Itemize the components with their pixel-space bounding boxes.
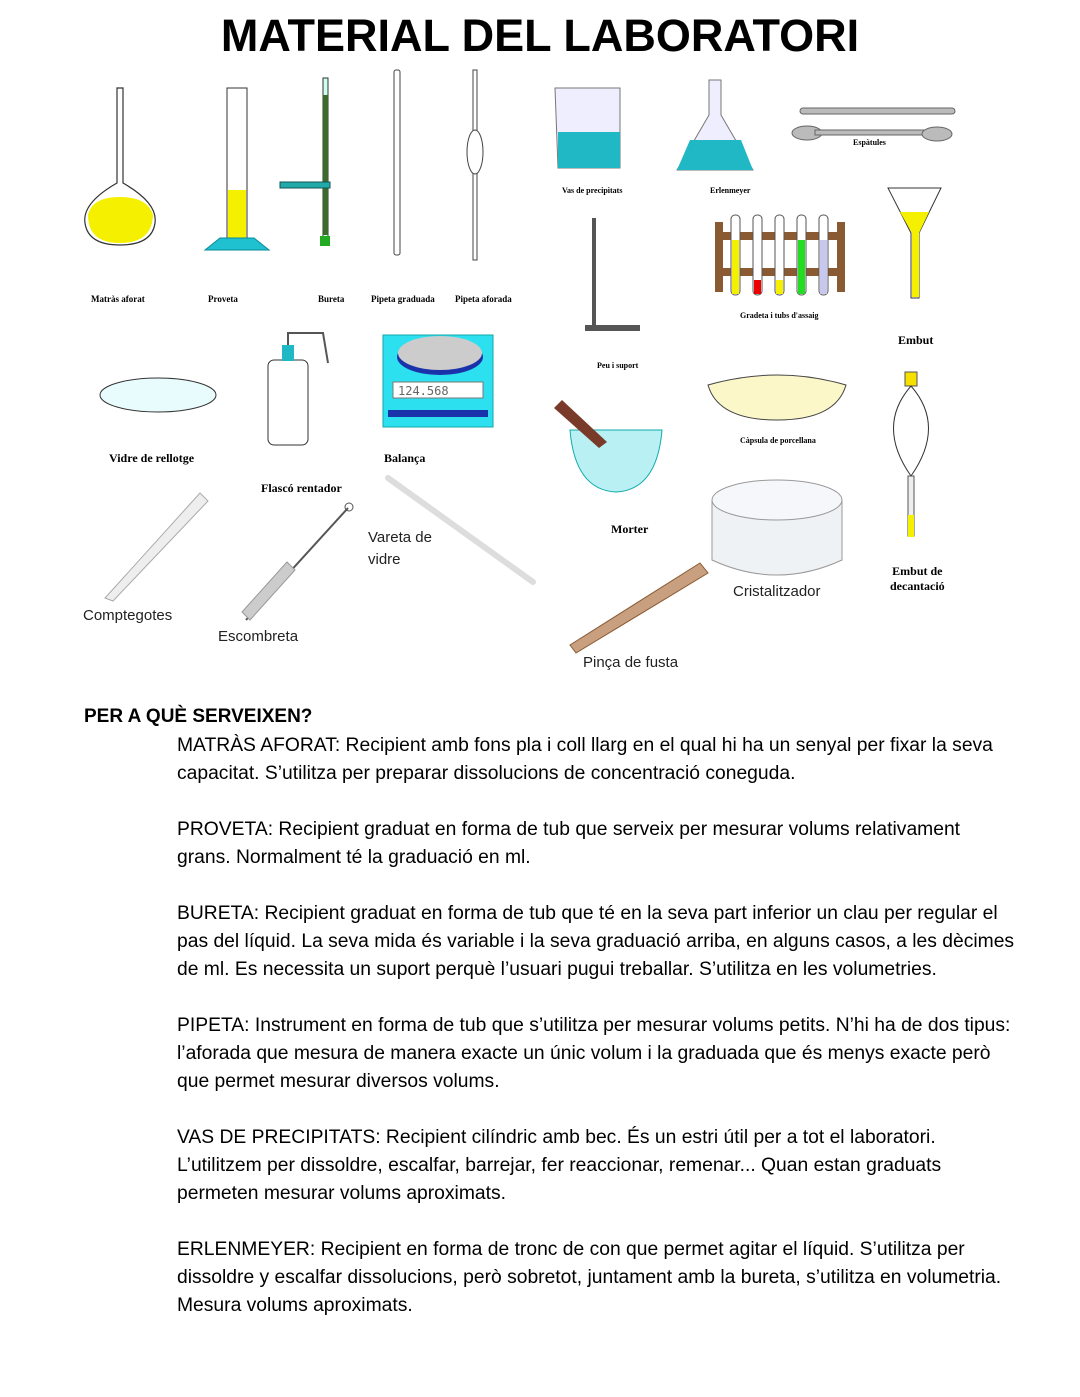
label-flasco-rentador: Flascó rentador [261,481,342,495]
erlenmeyer-image [677,80,753,170]
label-escombreta: Escombreta [218,628,299,645]
graduated-pipette-image [394,70,400,255]
burette-image [280,78,330,246]
separatory-funnel-image [894,372,929,537]
label-capsula-porcellana: Càpsula de porcellana [740,436,816,445]
beaker-image [555,88,620,168]
label-matras-aforat: Matràs aforat [91,294,145,304]
graduated-cylinder-image [205,88,269,250]
label-line: Embut de [892,564,943,578]
label-embut-decantacio [890,564,945,594]
description-bureta: BURETA: Recipient graduat en forma de tub que té en la seva part inferior un clau per regular el pas del líquid. La seva mida és variable i la seva graduació arriba, en alguns casos, a les dècimes de ml. Es necessita un suport perquè l’usuari pugui treballar. S’utilitza en les volumetries. [177,903,1015,980]
porcelain-dish-image [708,375,846,420]
section-heading: PER A QUÈ SERVEIXEN? [84,706,313,727]
description-erlenmeyer: ERLENMEYER: Recipient en forma de tronc de con que permet agitar el líquid. S’utilitza per dissoldre y escalfar dissolucions, però sobretot, juntament amb la bureta, s’utilitza en volumetria. Mesura volums aproximats. [177,1239,1002,1316]
label-comptegotes: Comptegotes [83,607,173,624]
watch-glass-image [100,378,216,412]
dropper-image [105,493,208,601]
stand-image [585,218,640,331]
mortar-image [554,400,662,492]
label-cristalitzador: Cristalitzador [733,583,821,600]
label-peu-suport: Peu i suport [597,361,639,370]
label-vidre-rellotge: Vidre de rellotge [109,451,195,465]
label-pinca-fusta: Pinça de fusta [583,654,679,671]
label-vareta-vidre [368,527,432,571]
label-proveta: Proveta [208,294,238,304]
volumetric-pipette-image [467,70,483,260]
label-line: decantació [890,579,945,593]
balance-display: 124.568 [398,384,449,398]
label-vas-precipitats: Vas de precipitats [562,186,623,195]
balance-image [383,335,493,427]
crystallizer-image [712,480,842,575]
label-gradeta: Gradeta i tubs d'assaig [740,311,819,320]
label-bureta: Bureta [318,294,345,304]
funnel-image [888,188,941,298]
label-balanca: Balança [384,451,426,465]
page-title: MATERIAL DEL LABORATORI [220,10,860,61]
label-morter: Morter [611,522,649,536]
test-tube-rack-image [715,215,845,295]
label-line: Vareta de [368,529,432,546]
label-pipeta-graduada: Pipeta graduada [371,294,435,304]
test-tube-brush-image [242,503,353,620]
description-proveta: PROVETA: Recipient graduat en forma de tub que serveix per mesurar volums relativament grans. Normalment té la graduació en ml. [177,819,961,868]
label-erlenmeyer: Erlenmeyer [710,186,751,195]
label-espatules: Espàtules [853,138,886,147]
spatulas-image [792,108,955,141]
description-pipeta: PIPETA: Instrument en forma de tub que s’utilitza per mesurar volums petits. N’hi ha de dos tipus: l’aforada que mesura de manera exacte un únic volum i la graduada que és menys exacte però que permet mesurar diversos volums. [177,1015,1011,1092]
wooden-clamp-image [570,563,708,653]
description-vas: VAS DE PRECIPITATS: Recipient cilíndric amb bec. És un estri útil per a tot el laboratori. L’utilitzem per dissoldre, escalfar, barrejar, fer reaccionar, remenar... Quan estan graduats permeten mesurar volums aproximats. [177,1127,942,1204]
description-matras: MATRÀS AFORAT: Recipient amb fons pla i coll llarg en el qual hi ha un senyal per fixar la seva capacitat. S’utilitza per preparar dissolucions de concentració coneguda. [177,735,993,784]
label-line: vidre [368,551,401,568]
label-pipeta-aforada: Pipeta aforada [455,294,512,304]
wash-bottle-image [268,333,328,445]
descriptions [177,732,1017,1348]
volumetric-flask-image [85,88,155,245]
label-embut: Embut [898,333,934,347]
